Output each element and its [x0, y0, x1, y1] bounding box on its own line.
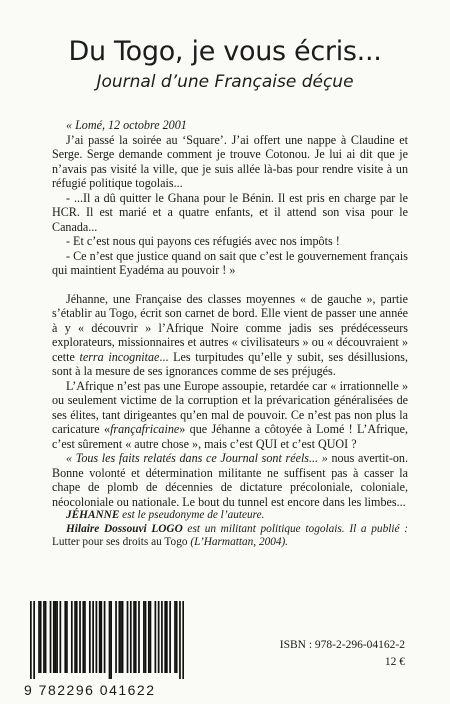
barcode-bar — [100, 601, 102, 673]
barcode-bar — [110, 601, 112, 679]
barcode-bars — [30, 601, 184, 679]
barcode-bar — [109, 601, 111, 679]
barcode-bar — [82, 601, 84, 673]
barcode-bar — [79, 601, 81, 673]
barcode-bar — [64, 601, 66, 673]
journal-paragraph: - Ce n’est que justice quand on sait que c’est le gouvernement français qui maintient Eyadéma au pouvoir ! » — [52, 248, 408, 277]
barcode-bar — [33, 601, 35, 679]
barcode-bar — [135, 601, 137, 673]
barcode-bar — [89, 601, 91, 673]
barcode-bar — [166, 601, 168, 673]
author-credits — [52, 509, 408, 550]
barcode-bar — [96, 601, 98, 673]
barcode-number: 9 782296 041622 — [24, 682, 156, 698]
journal-paragraph: - Et c’est nous qui payons ces réfugiés avec nos impôts ! — [66, 234, 340, 248]
summary-paragraph: Jéhanne, une Française des classes moyennes « de gauche », partie s’établir au Togo, écrit son carnet de bord. Elle vient de passer une année à y « découvrir » l’Afrique Noire comme jadis ses prédécesseurs explorateurs, missionnaires et autres « civilisateurs » ou « découvraient » cette terra incognitae... Les turpitudes qu’elle y subit, ses désillusions, sont à la mesure de ses ignorances comme de ses préjugés. — [52, 291, 408, 378]
barcode-bar — [155, 601, 157, 673]
summary-paragraph: « Tous les faits relatés dans ce Journal sont réels... » nous avertit-on. Bonne volonté et détermination militante ne suffisent pas à casser la chape de plomb de décennies de dictature précoloniale, coloniale, néocoloniale ou nationale. Le bout du tunnel est encore dans les limbes... — [52, 451, 408, 509]
barcode-bar — [169, 601, 171, 673]
price: 12 € — [384, 656, 405, 668]
barcode-bar — [59, 601, 61, 673]
barcode-bar — [55, 601, 57, 673]
barcode-bar — [104, 601, 106, 673]
barcode-bar — [30, 601, 32, 679]
barcode-bar — [50, 601, 52, 673]
barcode-bar — [115, 601, 117, 673]
barcode-bar — [145, 601, 147, 673]
book-subtitle: Journal d’une Française déçue — [96, 72, 354, 92]
journal-date: « Lomé, 12 octobre 2001 — [66, 118, 187, 132]
barcode-bar — [182, 601, 184, 679]
barcode-bar — [161, 601, 163, 673]
barcode-bar — [66, 601, 68, 673]
back-cover-text — [52, 118, 408, 509]
barcode-bar — [127, 601, 129, 673]
barcode-bar — [148, 601, 150, 673]
barcode-bar — [118, 601, 120, 673]
barcode-bar — [133, 601, 135, 673]
barcode-bar — [40, 601, 42, 673]
credit-line-1: JÉHANNE est le pseudonyme de l’auteure. — [66, 509, 265, 521]
barcode-bar — [71, 601, 73, 673]
barcode-bar — [150, 601, 152, 673]
barcode-bar — [45, 601, 47, 673]
barcode-bar — [53, 601, 55, 673]
barcode-bar — [43, 601, 45, 673]
barcode-bar — [130, 601, 132, 673]
summary-paragraph: L’Afrique n’est pas une Europe assoupie, retardée car « irrationnelle » ou seulement victime de la corruption et la prévarication généralisées de ses élites, tant dirigeantes qu’en mal de pouvoir. Ce n’est pas non plus la caricature «françafricaine» que Jéhanne a côtoyée à Lomé ! L’Afrique, c’est sûrement « autre chose », mais c’est QUI et c’est QUOI ? — [52, 378, 408, 451]
barcode-bar — [92, 601, 94, 673]
credit-line-2: Hilaire Dossouvi LOGO est un militant politique togolais. Il a publié : Lutter pour ses droits au Togo (L’Harmattan, 2004). — [52, 522, 408, 549]
barcode-bar — [143, 601, 145, 673]
barcode-bar — [74, 601, 76, 673]
ean-barcode — [30, 601, 184, 679]
barcode-bar — [120, 601, 122, 673]
barcode-bar — [38, 601, 40, 673]
barcode-bar — [56, 601, 58, 673]
barcode-bar — [158, 601, 160, 673]
barcode-bar — [176, 601, 178, 673]
barcode-bar — [138, 601, 140, 673]
barcode-bar — [164, 601, 166, 673]
barcode-bar — [174, 601, 176, 673]
barcode-bar — [76, 601, 78, 673]
journal-paragraph: J’ai passé la soirée au ‘Square’. J’ai offert une nappe à Claudine et Serge. Serge demande comment je trouve Cotonou. Je lui ai dit que je n’avais pas visité la ville, que je suis allée là-bas pour rendre visite à un réfugié politique togolais... — [52, 132, 408, 190]
barcode-bar — [99, 601, 101, 673]
isbn: ISBN : 978-2-296-04162-2 — [279, 639, 405, 651]
barcode-bar — [179, 601, 181, 679]
book-title: Du Togo, je vous écris... — [68, 36, 382, 67]
barcode-bar — [84, 601, 86, 673]
journal-paragraph: - ...Il a dû quitter le Ghana pour le Bénin. Il est pris en charge par le HCR. Il est marié et a quatre enfants, et il attend son visa pour le Canada... — [52, 190, 408, 234]
barcode-bar — [122, 601, 124, 673]
